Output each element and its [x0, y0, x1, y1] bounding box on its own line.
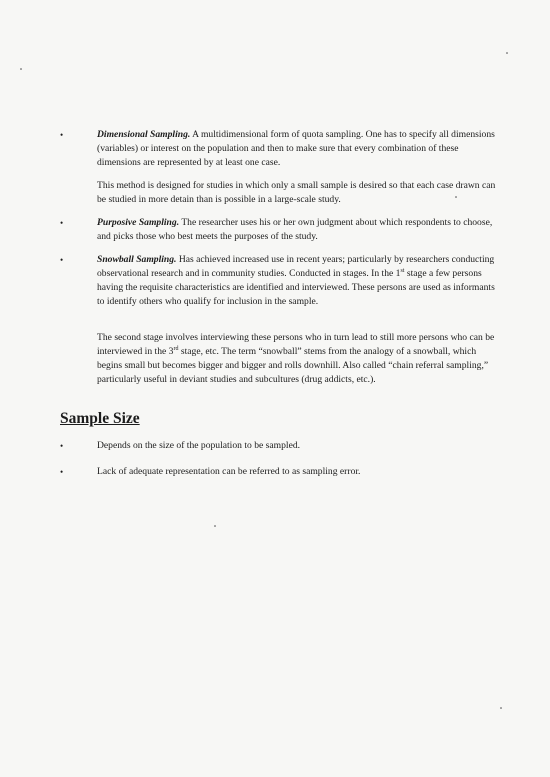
section-heading-sample-size: Sample Size [60, 410, 140, 427]
list-item-snowball [60, 253, 500, 309]
snowball-stage-text-1: The second stage involves interviewing these persons who in turn lead to still more persons who can be interviewed in the 3 [97, 332, 495, 357]
bullet-marker: • [60, 218, 64, 228]
term-dimensional-sampling: Dimensional Sampling. [97, 129, 191, 140]
bullet-text [97, 216, 500, 244]
bullet-marker: • [60, 467, 64, 477]
bullet-text [97, 128, 500, 170]
term-snowball-sampling: Snowball Sampling. [97, 254, 177, 265]
definition-dimensional-sampling: A multidimensional form of quota sampling. One has to specify all dimensions (variables) or interest on the population and then to make sure that every combination of these dimensions are represented by at least one case. [97, 129, 495, 168]
paragraph-dimensional-note: This method is designed for studies in which only a small sample is desired so that each case drawn can be studied in more detain than is possible in a large-scale study. [97, 180, 496, 205]
paragraph-snowball-stages [97, 331, 497, 387]
ordinal-suffix: rd [173, 345, 179, 352]
scan-speck [20, 68, 22, 70]
definition-purposive-sampling: The researcher uses his or her own judgment about which respondents to choose, and picks those who best meets the purposes of the study. [97, 217, 493, 242]
bullet-text: Depends on the size of the population to be sampled. [97, 440, 301, 451]
bullet-marker: • [60, 130, 64, 140]
ordinal-suffix: st [400, 267, 405, 274]
definition-snowball-part-2: stage a few persons having the requisite characteristics are identified and interviewed. These persons are used as informants to identify others who qualify for inclusion in the sample. [97, 268, 495, 307]
list-item-dimensional [60, 128, 500, 170]
scan-speck [455, 196, 457, 198]
bullet-marker: • [60, 441, 64, 451]
scan-speck [214, 525, 216, 527]
scan-speck [500, 707, 502, 709]
definition-snowball-part-1: Has achieved increased use in recent years; particularly by researchers conducting observational research and in community studies. Conducted in stages. In the 1 [97, 254, 495, 279]
bullet-marker: • [60, 255, 64, 265]
bullet-text: Lack of adequate representation can be referred to as sampling error. [97, 466, 361, 477]
list-item-population-size [60, 439, 500, 453]
list-item-purposive [60, 216, 500, 244]
bullet-text [97, 253, 500, 309]
term-purposive-sampling: Purposive Sampling. [97, 217, 180, 228]
snowball-stage-text-2: stage, etc. The term “snowball” stems from the analogy of a snowball, which begins small but becomes bigger and bigger and rolls downhill. Also called “chain referral sampling,” particularly useful in deviant studies and subcultures (drug addicts, etc.). [97, 346, 489, 385]
scan-speck [506, 52, 508, 54]
list-item-sampling-error [60, 465, 500, 479]
